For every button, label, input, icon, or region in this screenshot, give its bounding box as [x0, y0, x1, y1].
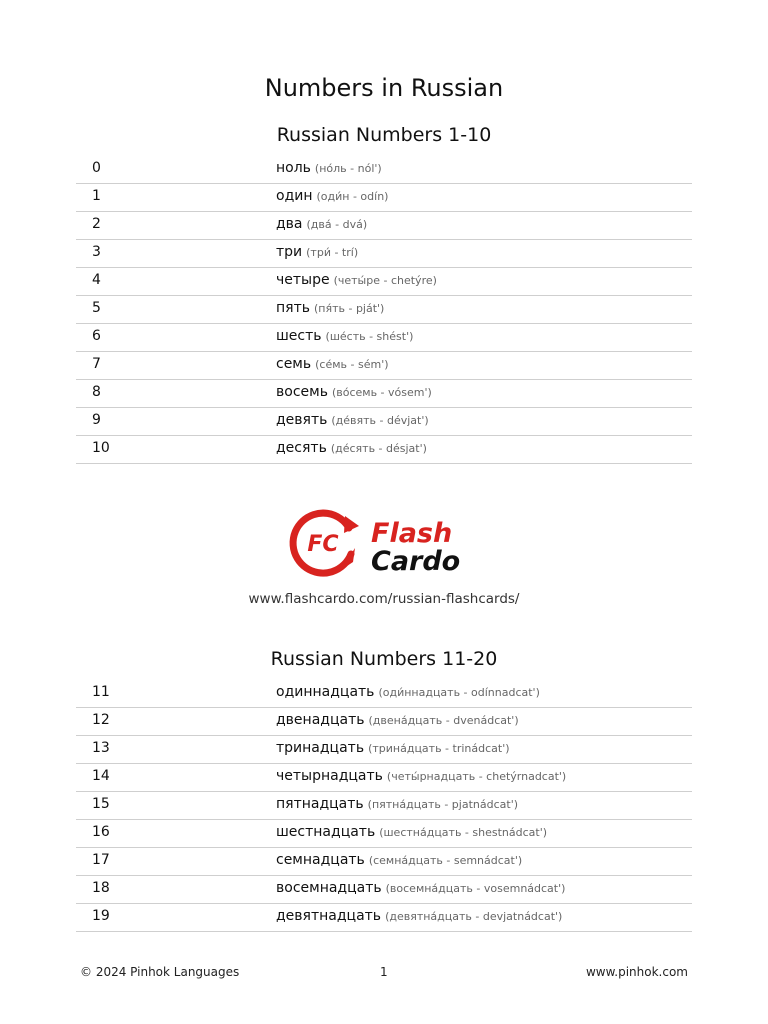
table-row — [76, 156, 692, 184]
row-number: 13 — [92, 740, 110, 756]
russian-word: десять — [276, 440, 327, 456]
russian-word: ноль — [276, 160, 311, 176]
pronunciation: (двена́дцать - dvenádcat') — [368, 714, 519, 727]
russian-word: три — [276, 244, 303, 260]
pronunciation: (два́ - dvá) — [306, 218, 368, 231]
pronunciation: (оди́ннадцать - odínnadcat') — [378, 686, 540, 699]
row-number: 15 — [92, 796, 110, 812]
table-row — [76, 212, 692, 240]
table-row — [76, 352, 692, 380]
numbers-table-11-20 — [76, 680, 692, 932]
row-word-cell — [276, 852, 522, 868]
pronunciation: (трина́дцать - trinádcat') — [368, 742, 510, 755]
table-row — [76, 680, 692, 708]
russian-word: одиннадцать — [276, 684, 375, 700]
row-word-cell — [276, 712, 519, 728]
numbers-table-1-10 — [76, 156, 692, 464]
pronunciation: (де́вять - dévjat') — [331, 414, 429, 427]
russian-word: семь — [276, 356, 312, 372]
russian-word: шестнадцать — [276, 824, 376, 840]
row-number: 19 — [92, 908, 110, 924]
table-row — [76, 764, 692, 792]
row-word-cell — [276, 684, 540, 700]
russian-word: один — [276, 188, 313, 204]
russian-word: девятнадцать — [276, 908, 382, 924]
row-number: 14 — [92, 768, 110, 784]
footer-site[interactable]: www.pinhok.com — [585, 965, 688, 979]
row-number: 16 — [92, 824, 110, 840]
footer-copyright: © 2024 Pinhok Languages — [80, 965, 240, 979]
logo-badge: FC — [307, 532, 339, 557]
russian-word: семнадцать — [276, 852, 365, 868]
pronunciation: (пятна́дцать - pjatnádcat') — [367, 798, 519, 811]
pronunciation: (девятна́дцать - devjatnádcat') — [385, 910, 563, 923]
table-row — [76, 792, 692, 820]
row-number: 2 — [92, 216, 101, 232]
russian-word: шесть — [276, 328, 322, 344]
russian-word: четырнадцать — [276, 768, 383, 784]
row-word-cell — [276, 880, 565, 896]
row-number: 9 — [92, 412, 101, 428]
pronunciation: (три́ - trí) — [306, 246, 359, 259]
pronunciation: (шестна́дцать - shestnádcat') — [379, 826, 548, 839]
row-word-cell — [276, 908, 562, 924]
row-number: 3 — [92, 244, 101, 260]
row-word-cell — [276, 188, 388, 204]
pronunciation: (оди́н - odín) — [316, 190, 389, 203]
table-row — [76, 184, 692, 212]
footer-page-number: 1 — [380, 965, 388, 979]
table-row — [76, 848, 692, 876]
russian-word: тринадцать — [276, 740, 365, 756]
pronunciation: (пя́ть - pját') — [313, 302, 385, 315]
row-number: 4 — [92, 272, 101, 288]
table-row — [76, 324, 692, 352]
pronunciation: (ше́сть - shést') — [325, 330, 414, 343]
row-word-cell — [276, 412, 429, 428]
section-title-11-20: Russian Numbers 11-20 — [270, 648, 498, 670]
russian-word: пятнадцать — [276, 796, 364, 812]
table-row — [76, 820, 692, 848]
pronunciation: (восемна́дцать - vosemnádcat') — [385, 882, 566, 895]
russian-word: пять — [276, 300, 310, 316]
pronunciation: (четы́ре - chetýre) — [333, 274, 437, 287]
logo-line2: Cardo — [371, 546, 461, 577]
row-word-cell — [276, 768, 566, 784]
table-row — [76, 380, 692, 408]
table-row — [76, 436, 692, 464]
logo-line1: Flash — [371, 518, 453, 549]
row-word-cell — [276, 440, 427, 456]
row-word-cell — [276, 796, 518, 812]
row-word-cell — [276, 384, 432, 400]
table-row — [76, 296, 692, 324]
table-row — [76, 268, 692, 296]
pronunciation: (де́сять - désjat') — [330, 442, 427, 455]
table-row — [76, 240, 692, 268]
row-word-cell — [276, 356, 389, 372]
russian-word: восемь — [276, 384, 328, 400]
row-number: 11 — [92, 684, 110, 700]
table-row — [76, 736, 692, 764]
pronunciation: (во́семь - vósem') — [331, 386, 432, 399]
row-word-cell — [276, 328, 413, 344]
page-title: Numbers in Russian — [264, 74, 504, 102]
table-row — [76, 904, 692, 932]
logo-circle-icon — [293, 513, 359, 573]
section-title-1-10: Russian Numbers 1-10 — [276, 124, 492, 146]
flashcards-url[interactable]: www.flashcardo.com/russian-flashcards/ — [248, 591, 520, 607]
row-word-cell — [276, 216, 367, 232]
row-word-cell — [276, 824, 547, 840]
row-number: 0 — [92, 160, 101, 176]
russian-word: два — [276, 216, 303, 232]
russian-word: двенадцать — [276, 712, 365, 728]
row-number: 6 — [92, 328, 101, 344]
table-row — [76, 876, 692, 904]
pronunciation: (но́ль - nól') — [314, 162, 382, 175]
row-number: 12 — [92, 712, 110, 728]
row-word-cell — [276, 244, 358, 260]
flashcardo-logo — [289, 508, 479, 580]
row-word-cell — [276, 160, 382, 176]
row-number: 5 — [92, 300, 101, 316]
russian-word: девять — [276, 412, 328, 428]
russian-word: восемнадцать — [276, 880, 382, 896]
row-number: 18 — [92, 880, 110, 896]
row-number: 1 — [92, 188, 101, 204]
row-word-cell — [276, 740, 510, 756]
row-word-cell — [276, 272, 437, 288]
row-word-cell — [276, 300, 384, 316]
table-row — [76, 708, 692, 736]
row-number: 7 — [92, 356, 101, 372]
table-row — [76, 408, 692, 436]
row-number: 8 — [92, 384, 101, 400]
row-number: 17 — [92, 852, 110, 868]
russian-word: четыре — [276, 272, 330, 288]
row-number: 10 — [92, 440, 110, 456]
pronunciation: (семна́дцать - semnádcat') — [368, 854, 523, 867]
pronunciation: (се́мь - sém') — [315, 358, 389, 371]
pronunciation: (четы́рнадцать - chetýrnadcat') — [386, 770, 567, 783]
